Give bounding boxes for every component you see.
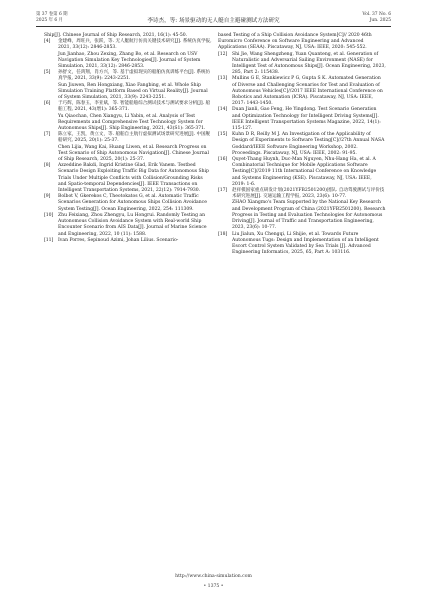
reference-entry	[218, 132, 386, 157]
reference-text: 陈立家，王凯，黄立文，等. 船舶自主航行虚拟测试场景研究进展[J]. 中国舰船研究, 2025, 20(1): 25-37.	[58, 132, 211, 144]
reference-continuation: based Testing of a Ship Collision Avoidance System[C]// 2020 46th Euromicro Conference on Software Engineering and Advanced Applications (SEAA). Piscataway, NJ, USA: IEEE, 2020: 545-552.	[218, 33, 372, 51]
reference-number: [4]	[44, 39, 51, 45]
journal-website: http://www.china-simulation.com	[175, 574, 252, 579]
reference-number: [11]	[44, 237, 54, 243]
reference-text: Shi Jie, Wang Shengzheng, Yuan Quanteng, et al. Generation of Naturalistic and Adversarial Sailing Environment (NASE) for Intelligent Test of Autonomous Ships[J]. Ocean Engineering, 2023, 285, Part 2: 115438.	[232, 51, 386, 76]
reference-entry	[218, 157, 386, 188]
reference-entry	[218, 107, 386, 132]
page-number: • 1375 •	[203, 584, 224, 589]
reference-entry	[218, 232, 386, 257]
journal-issue-info: 第 37 卷第 6 期 2025 年 6 月	[36, 12, 68, 23]
reference-translation: Chen Lijia, Wang Kai, Huang Liwen, et al. Research Progress on Test Scenario of Ship Autonomous Navigation[J]. Chinese Journal of Ship Research, 2025, 20(1): 25-37.	[58, 144, 209, 163]
reference-translation: Jun Jianhao, Zhou Zexing, Zhang Bo, et al. Research on USV Navigation Simulation Key Technologies[J]. Journal of System Simulation, 2021, 33(12): 2846-2853.	[58, 51, 201, 70]
reference-entry	[218, 76, 386, 107]
reference-continuation: Ship[J]. Chinese Journal of Ship Research, 2021, 16(1): 45-50.	[44, 33, 188, 38]
reference-entry	[44, 238, 212, 244]
reference-entry	[44, 194, 212, 213]
reference-text: 孙舒文，任鸿翔，肖方兴，等. 基于虚拟现实的船舶仿真训练平台[J]. 系统仿真学报, 2021, 33(9): 2243-2251.	[58, 70, 211, 82]
reference-number: [10]	[44, 212, 54, 218]
reference-number: [12]	[218, 51, 228, 57]
reference-text: Kuhn D R, Reilly M J. An Investigation of the Applicability of Design of Experiments to Software Testing[C]//27th Annual NASA Goddard/IEEE Software Engineering Workshop, 2002. Proceedings. Piscataway, NJ, USA: IEEE, 2002: 91-95.	[232, 132, 385, 156]
reference-entry	[44, 213, 212, 238]
reference-number: [5]	[44, 70, 51, 76]
reference-number: [7]	[44, 132, 51, 138]
reference-number: [15]	[218, 132, 228, 138]
reference-number: [16]	[218, 157, 228, 163]
reference-text: Zhu Feixiang, Zhou Zhengyu, Lu Hongrui. Randomly Testing an Autonomous Collision Avoidance System with Real-world Ship Encounter Scenario from AIS Data[J]. Journal of Marine Science and Engineering, 2022, 10 (11): 1588.	[58, 212, 207, 237]
reference-number: [9]	[44, 194, 51, 200]
reference-entry	[44, 70, 212, 82]
reference-text: Bolbot V, Gkerekos C, Theotokatos G, et al. Automatic Traffic Scenarios Generation for Autonomous Ships Collision Avoidance System Testing[J]. Ocean Engineering, 2022, 254: 111309.	[58, 194, 207, 212]
running-header	[36, 12, 391, 32]
journal-volume-info: Vol. 37 No. 6 Jun. 2025	[362, 12, 391, 23]
reference-text: Mullins G E, Stankiewicz P G, Gupta S K. Automated Generation of Diverse and Challenging Scenarios for Test and Evaluation of Autonomous Vehicles[C]//2017 IEEE International Conference on Robotics and Automation (ICRA). Piscataway, NJ, USA: IEEE, 2017: 1443-1450.	[232, 76, 383, 107]
reference-entry	[44, 132, 212, 144]
reference-entry	[44, 163, 212, 194]
reference-text: 于巧辉，陈春玉，李亚斌，等. 智能船舶综合测试技术与测试要求分析[J]. 船舶工程, 2021, 43(增1): 365-371.	[58, 101, 211, 113]
reference-text: Liu Jialun, Xu Chengqi, Li Shijie, et al. Towards Future Autonomous Tugs: Design and Implementation of an Intelligent Escort Control System Validated by Sea Trials [J]. Advanced Engineering Informatics, 2025, 65, Part A: 103116.	[232, 231, 379, 256]
reference-number: [14]	[218, 107, 228, 113]
reference-translation: ZHAO Xiangmo's Team Supported by the National Key Research and Development Program of China (2021YFB2501200). Research Progress in Testing and Evaluation Technologies for Autonomous Driving[J]. Journal of Traffic and Transportation Engineering, 2023, 23(6): 10-77.	[232, 200, 386, 231]
reference-number: [17]	[218, 188, 228, 194]
reference-number: [18]	[218, 231, 228, 237]
reference-number: [13]	[218, 76, 228, 82]
article-running-title: 李诗杰，等: 场景驱动的无人艇自主避碰测试方法研究	[147, 18, 280, 24]
reference-number: [8]	[44, 163, 51, 169]
reference-text: 赵祥模国家重点研发计划(2021YFB2501200)团队. 自动驾驶测试与评价技术研究进展[J]. 交通运输工程学报, 2023, 23(6): 10-77.	[232, 188, 385, 200]
reference-entry	[44, 39, 212, 51]
reference-text: Ivan Porres, Sepinoud Azimi, Johan Lilius. Scenario-	[58, 237, 179, 243]
references-right-column	[218, 33, 386, 256]
reference-text: Quyet-Thang Huynh, Duc-Man Nguyen, Nhu-Hang Ha, et al. A Combinatorial Technique for Mobile Applications Software Testing[C]//2019 11th International Conference on Knowledge and Systems Engineering (KSE). Piscataway, NJ, USA: IEEE, 2019: 1-6.	[232, 157, 377, 187]
reference-entry	[44, 101, 212, 113]
reference-translation: Sun Jiuwen, Ren Hongxiang, Xiao Fangbing, et al. Whole Ship Simulation Training Platform Based on Virtual Reality[J]. Journal of System Simulation, 2021, 33(9): 2243-2251.	[58, 82, 208, 101]
reference-number: [6]	[44, 101, 51, 107]
reference-text: 金建峰，周旺兵，张跃，等. 无人艇航行仿真关键技术研究[J]. 系统仿真学报, 2021, 33(12): 2846-2853.	[58, 39, 212, 51]
reference-entry	[218, 188, 386, 200]
header-rule	[36, 26, 391, 27]
reference-translation: Yu Qiaochan, Chen Xiangyu, Li Yabin, et al. Analysis of Test Requirements and Comprehensive Test Technology System for Autonomous Ships[J]. Ship Engineering, 2021, 43(S1): 365-371.	[58, 113, 206, 132]
reference-text: Azzeddine Bakdi, Ingrid Kristine Glad, Erik Vanem. Testbed Scenario Design Exploiting Traffic Big Data for Autonomous Ship Trials Under Multiple Conflicts with Collision/Grounding Risks and Spatio-temporal Dependencies[J]. IEEE Transactions on Intelligent Transportation Systems, 2021, 22(12): 7914-7930.	[58, 163, 209, 194]
references-left-column	[44, 33, 212, 244]
reference-entry	[218, 52, 386, 77]
reference-text: Duan Jianli, Gao Feng, He Yingdong. Test Scenario Generation and Optimization Technology for Intelligent Driving Systems[J]. IEEE Intelligent Transportation Systems Magazine, 2022, 14(1): 115-127.	[232, 107, 381, 132]
